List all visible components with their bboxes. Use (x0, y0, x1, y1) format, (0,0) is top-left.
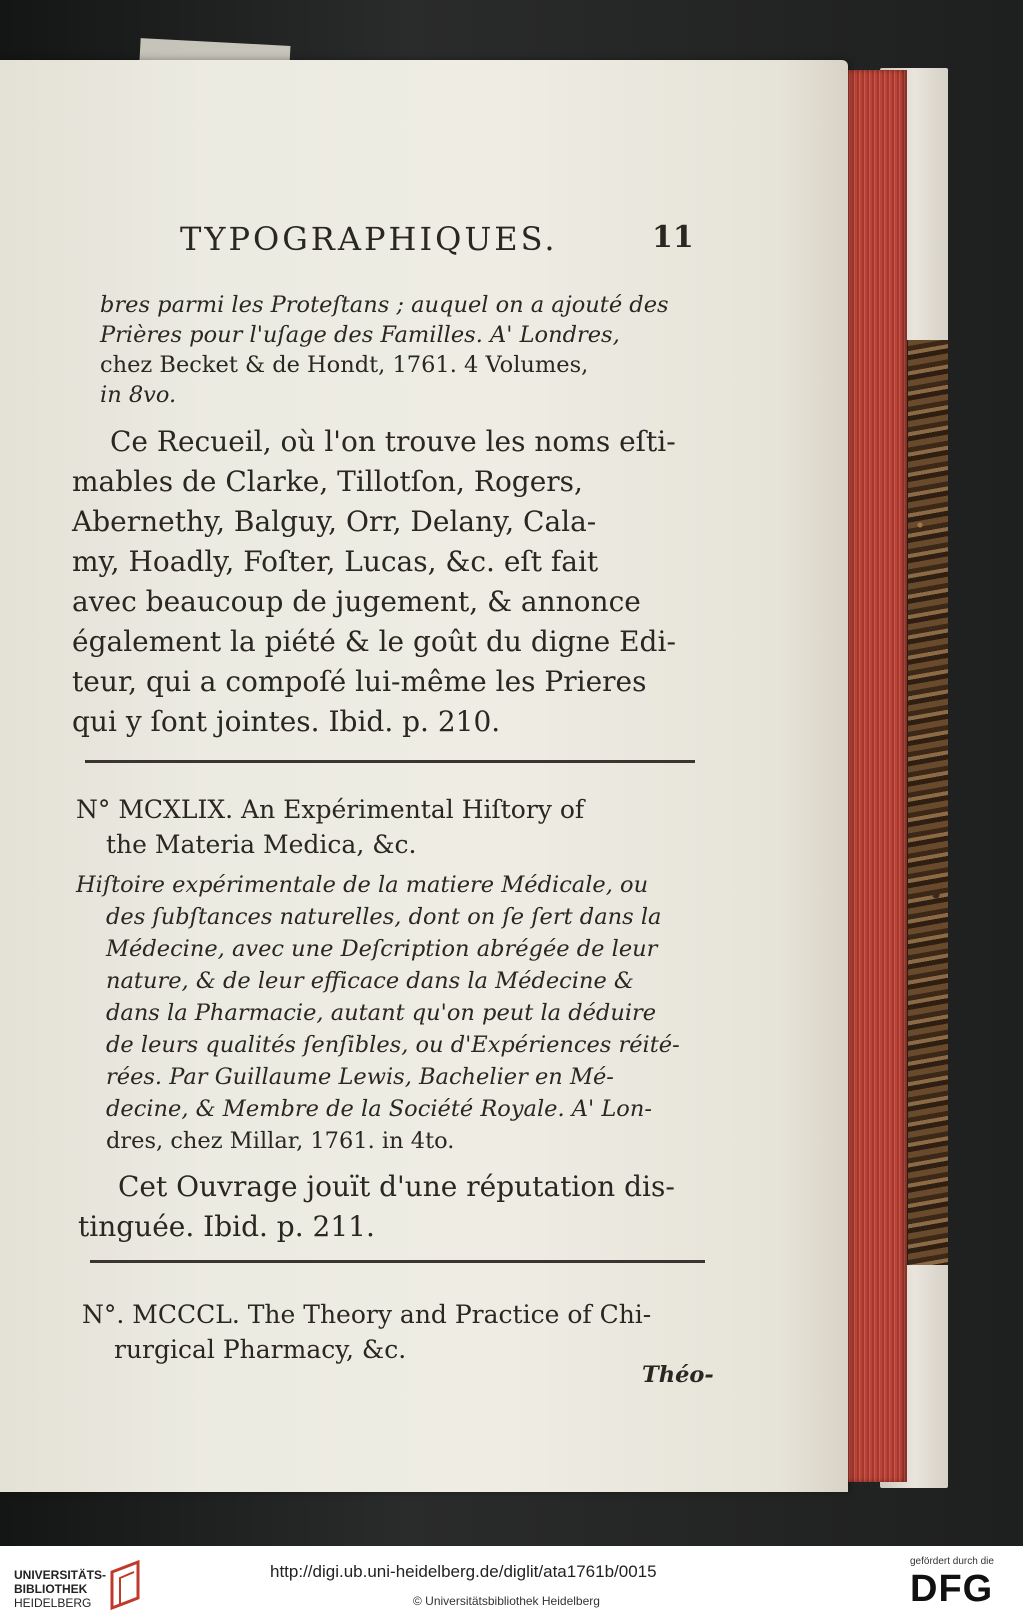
page-number: 11 (652, 220, 694, 255)
text-line: mables de Clarke, Tillotſon, Rogers, (72, 465, 583, 498)
entry-heading-cont: rurgical Pharmacy, &c. (114, 1335, 407, 1364)
text-line: Ce Recueil, où l'on trouve les noms eſti- (110, 425, 676, 458)
entry-heading: N°. MCCCL. The Theory and Practice of Chi- (82, 1300, 652, 1329)
text-line: des ſubſtances naturelles, dont on ſe ſert dans la (106, 904, 662, 930)
library-line: HEIDELBERG (14, 1596, 92, 1610)
text-line: avec beaucoup de jugement, & annonce (72, 585, 641, 618)
text-line: dres, chez Millar, 1761. in 4to. (106, 1128, 455, 1154)
entry-heading: N° MCXLIX. An Expérimental Hiſtory of (76, 795, 585, 824)
text-line: de leurs qualités ſenſibles, ou d'Expériences réité- (106, 1032, 680, 1058)
text-line: rées. Par Guillaume Lewis, Bachelier en Mé- (106, 1064, 614, 1090)
text-line: également la piété & le goût du digne Edi- (72, 625, 676, 658)
library-logo-text (14, 1568, 106, 1610)
marbled-endpaper (907, 340, 948, 1265)
text-line: bres parmi les Proteſtans ; auquel on a ajouté des (100, 292, 669, 318)
funder-caption: gefördert durch die (910, 1556, 994, 1567)
catchword: Théo- (642, 1362, 714, 1388)
text-line: Hiſtoire expérimentale de la matiere Médicale, ou (76, 872, 649, 898)
library-logo-icon (108, 1558, 144, 1612)
book-page (0, 60, 848, 1492)
text-line: Abernethy, Balguy, Orr, Delany, Cala- (72, 505, 597, 538)
section-divider (90, 1260, 705, 1263)
text-line: nature, & de leur efficace dans la Médecine & (106, 968, 634, 994)
text-line: in 8vo. (100, 382, 177, 408)
text-line: qui y ſont jointes. Ibid. p. 210. (72, 705, 501, 738)
section-divider (85, 760, 695, 763)
text-line: Prières pour l'uſage des Familles. A' Londres, (100, 322, 620, 348)
viewer-footer (0, 1546, 1023, 1624)
library-line: BIBLIOTHEK (14, 1582, 88, 1596)
text-line: dans la Pharmacie, autant qu'on peut la déduire (106, 1000, 657, 1026)
red-page-edges (845, 70, 907, 1482)
text-line: decine, & Membre de la Société Royale. A' Lon- (106, 1096, 652, 1122)
library-line: UNIVERSITÄTS- (14, 1568, 107, 1582)
running-title: TYPOGRAPHIQUES. (180, 220, 558, 258)
text-line: teur, qui a compoſé lui-même les Prieres (72, 665, 647, 698)
text-line: Médecine, avec une Deſcription abrégée de leur (106, 936, 658, 962)
text-line: my, Hoadly, Foſter, Lucas, &c. eſt fait (72, 545, 599, 578)
text-line: tinguée. Ibid. p. 211. (78, 1210, 375, 1243)
copyright-text: © Universitätsbibliothek Heidelberg (413, 1594, 600, 1608)
page-url-link[interactable]: http://digi.ub.uni-heidelberg.de/diglit/ata1761b/0015 (270, 1562, 657, 1581)
entry-heading-cont: the Materia Medica, &c. (106, 830, 417, 859)
text-line: chez Becket & de Hondt, 1761. 4 Volumes, (100, 352, 589, 378)
text-line: Cet Ouvrage jouït d'une réputation dis- (118, 1170, 675, 1203)
dfg-logo: DFG (910, 1568, 994, 1610)
